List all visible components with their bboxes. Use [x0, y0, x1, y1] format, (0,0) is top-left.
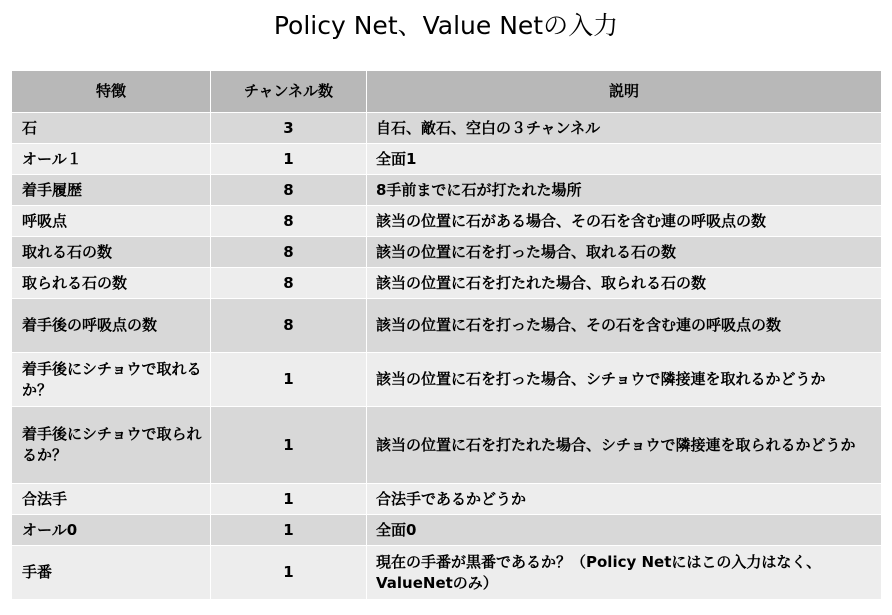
description-cell: 該当の位置に石を打たれた場合、取られる石の数 — [367, 268, 882, 299]
description-cell: 該当の位置に石を打った場合、その石を含む連の呼吸点の数 — [367, 299, 882, 353]
feature-cell: 合法手 — [12, 484, 211, 515]
description-cell: 8手前までに石が打たれた場所 — [367, 175, 882, 206]
channels-cell: 1 — [211, 515, 367, 546]
table-row — [12, 407, 882, 484]
feature-cell: 着手後の呼吸点の数 — [12, 299, 211, 353]
description-cell: 該当の位置に石がある場合、その石を含む連の呼吸点の数 — [367, 206, 882, 237]
channels-cell: 8 — [211, 206, 367, 237]
feature-cell: 着手履歴 — [12, 175, 211, 206]
feature-cell: 呼吸点 — [12, 206, 211, 237]
feature-cell: オール0 — [12, 515, 211, 546]
table-row — [12, 353, 882, 407]
table-row — [12, 144, 882, 175]
page-title: Policy Net、Value Netの入力 — [273, 11, 619, 40]
table-row — [12, 175, 882, 206]
feature-cell: 取られる石の数 — [12, 268, 211, 299]
table-row — [12, 546, 882, 600]
description-cell: 該当の位置に石を打った場合、取れる石の数 — [367, 237, 882, 268]
table-row — [12, 515, 882, 546]
feature-cell: 取れる石の数 — [12, 237, 211, 268]
feature-cell: 着手後にシチョウで取れるか？ — [12, 353, 211, 407]
description-cell: 自石、敵石、空白の３チャンネル — [367, 113, 882, 144]
header-description: 説明 — [367, 71, 882, 113]
channels-cell: 1 — [211, 546, 367, 600]
table-row — [12, 299, 882, 353]
description-cell: 合法手であるかどうか — [367, 484, 882, 515]
description-cell: 該当の位置に石を打たれた場合、シチョウで隣接連を取られるかどうか — [367, 407, 882, 484]
channels-cell: 8 — [211, 268, 367, 299]
feature-cell: 手番 — [12, 546, 211, 600]
description-cell: 現在の手番が黒番であるか？（Policy Netにはこの入力はなく、ValueNetのみ） — [367, 546, 882, 600]
channels-cell: 3 — [211, 113, 367, 144]
channels-cell: 8 — [211, 175, 367, 206]
input-features-table — [11, 70, 882, 600]
channels-cell: 1 — [211, 484, 367, 515]
table-row — [12, 113, 882, 144]
channels-cell: 1 — [211, 353, 367, 407]
description-cell: 全面1 — [367, 144, 882, 175]
channels-cell: 8 — [211, 237, 367, 268]
table-row — [12, 206, 882, 237]
channels-cell: 1 — [211, 144, 367, 175]
feature-cell: オール１ — [12, 144, 211, 175]
feature-cell: 石 — [12, 113, 211, 144]
table-header-row — [12, 71, 882, 113]
header-channels: チャンネル数 — [211, 71, 367, 113]
description-cell: 該当の位置に石を打った場合、シチョウで隣接連を取れるかどうか — [367, 353, 882, 407]
header-feature: 特徴 — [12, 71, 211, 113]
table-row — [12, 268, 882, 299]
channels-cell: 8 — [211, 299, 367, 353]
feature-cell: 着手後にシチョウで取られるか？ — [12, 407, 211, 484]
description-cell: 全面0 — [367, 515, 882, 546]
table-row — [12, 484, 882, 515]
channels-cell: 1 — [211, 407, 367, 484]
table-row — [12, 237, 882, 268]
